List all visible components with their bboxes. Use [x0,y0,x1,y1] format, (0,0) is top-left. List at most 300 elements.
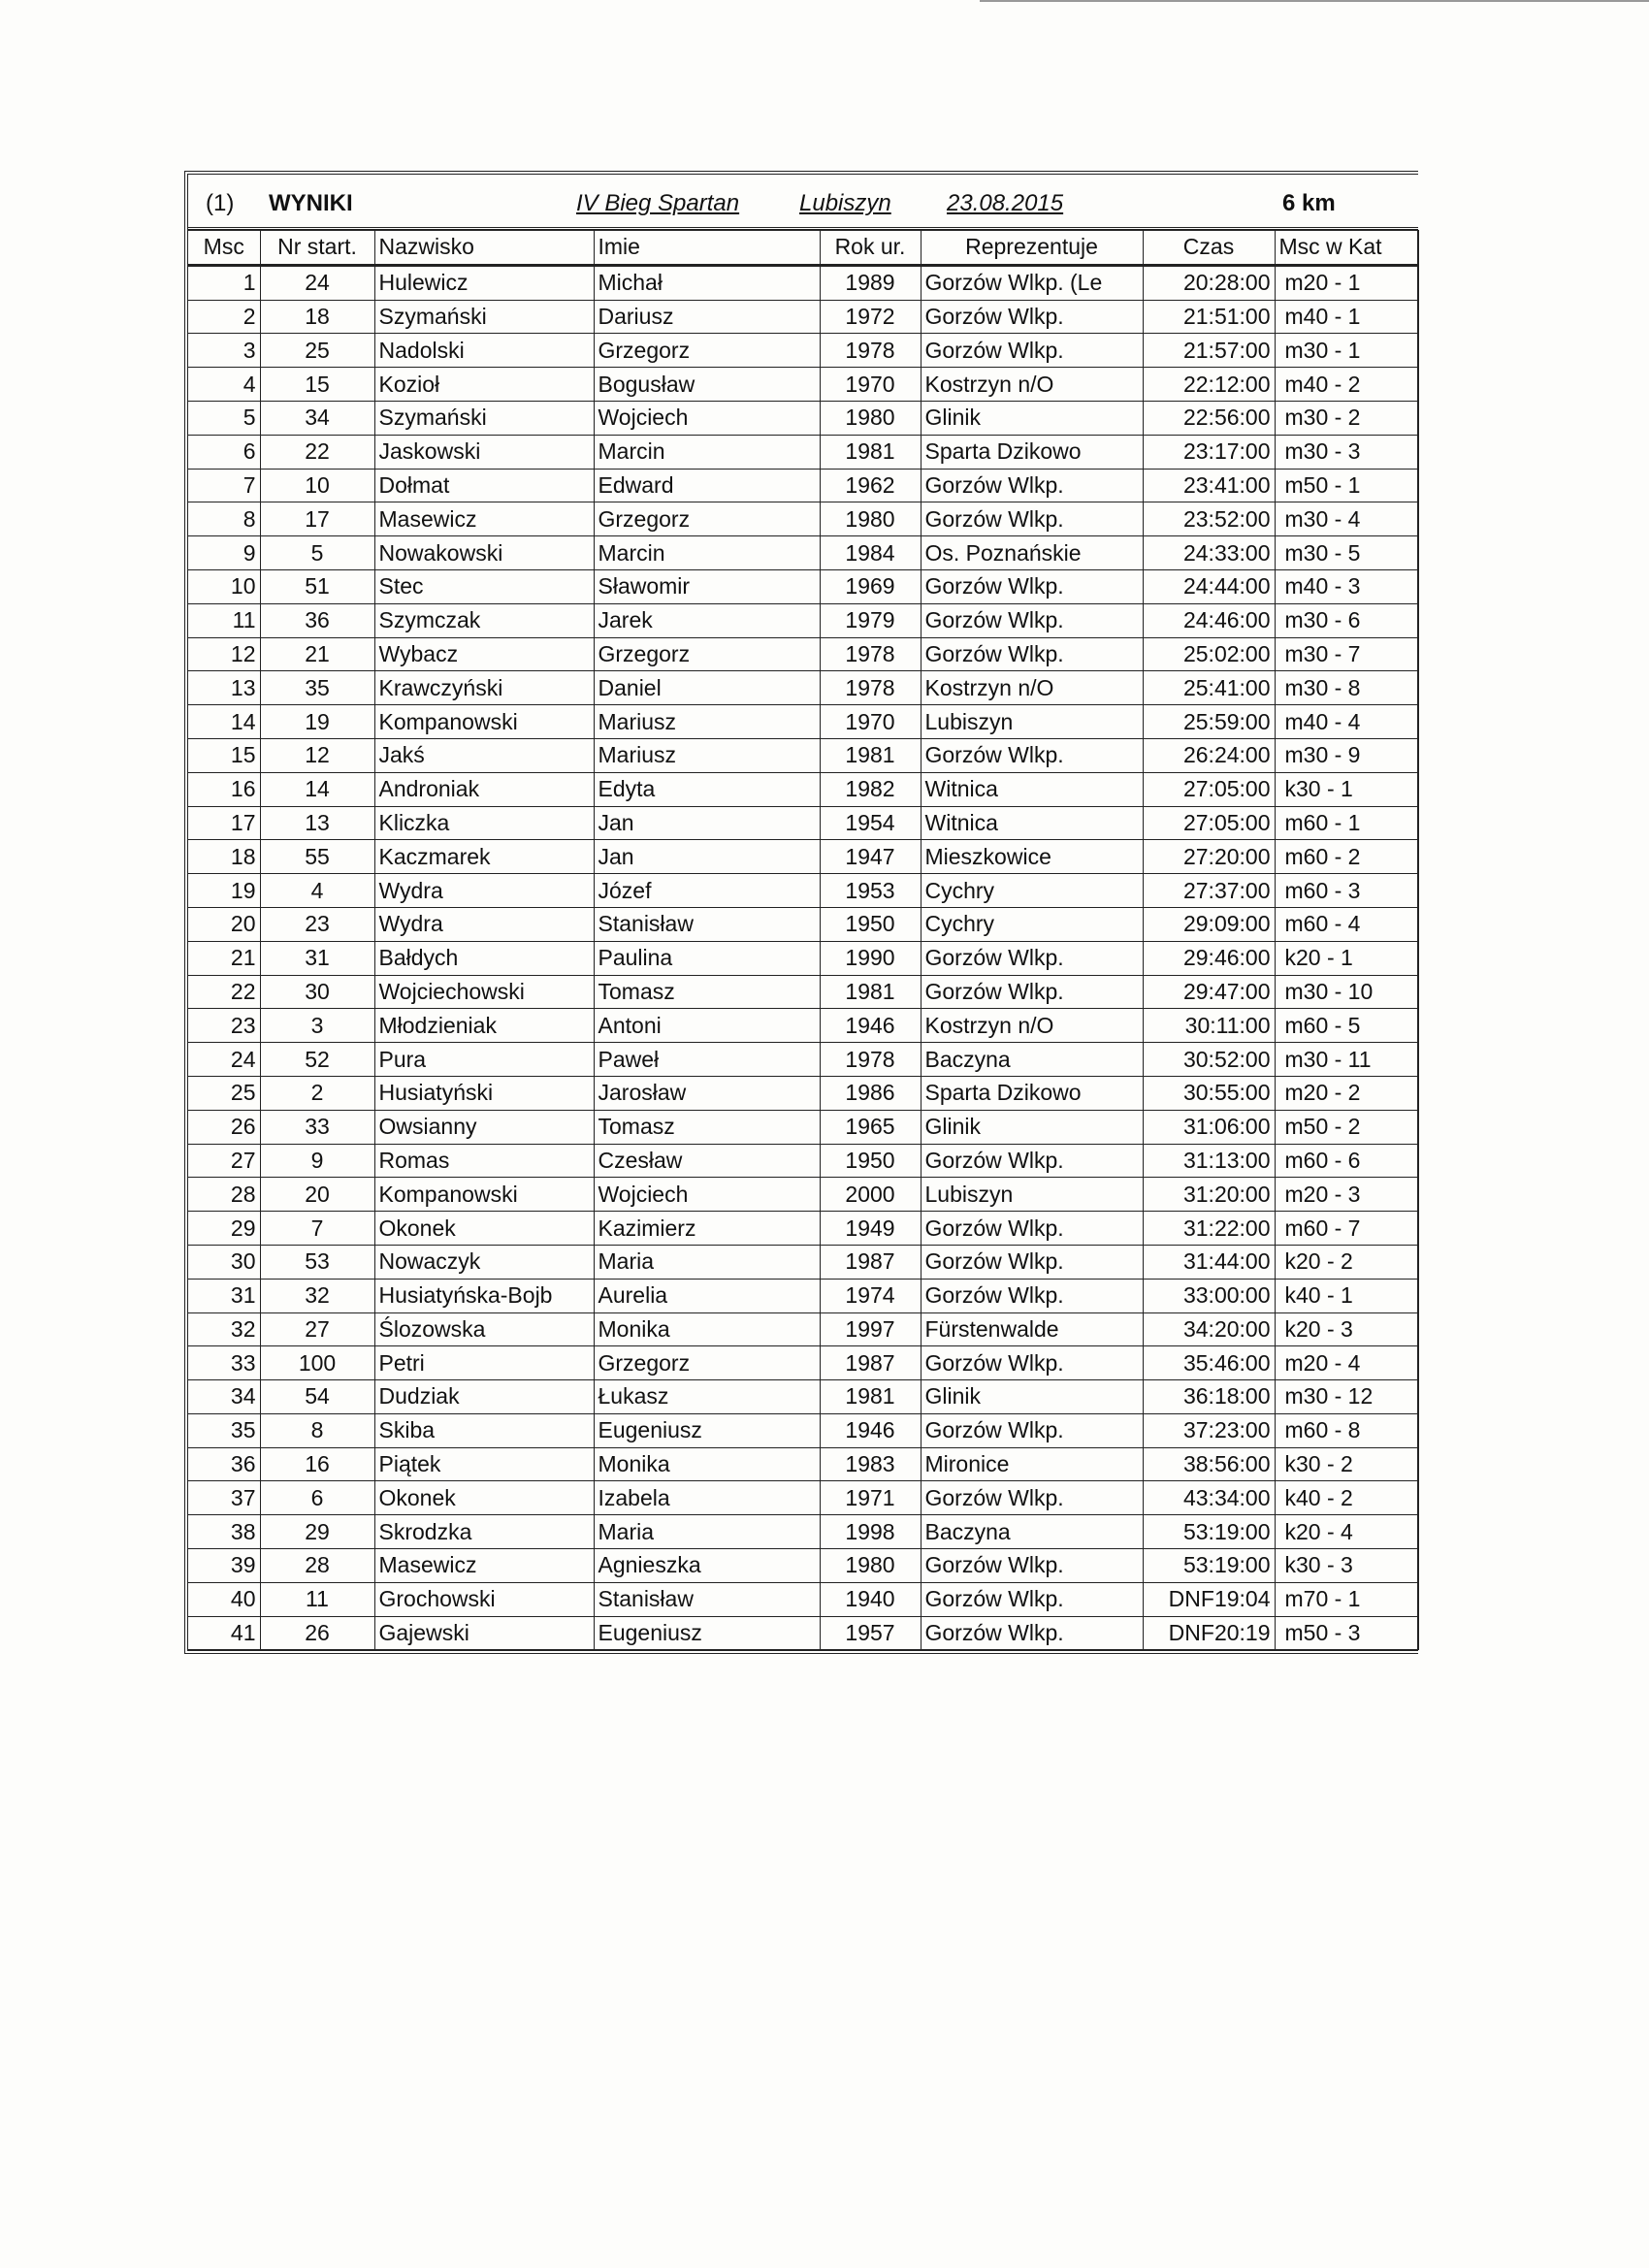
cell-nazwisko: Jaskowski [374,435,594,469]
results-header [188,175,1418,230]
cell-imie: Tomasz [594,1110,820,1144]
cell-rok-ur: 1983 [820,1447,921,1481]
cell-msc-w-kat: m40 - 4 [1275,705,1418,739]
cell-rok-ur: 1998 [820,1515,921,1549]
cell-nazwisko: Szymański [374,300,594,334]
cell-msc-w-kat: m20 - 2 [1275,1076,1418,1110]
cell-msc-w-kat: m60 - 5 [1275,1009,1418,1043]
table-row [188,435,1418,469]
cell-czas: 25:41:00 [1143,671,1275,705]
table-row [188,1582,1418,1616]
cell-nr-start: 34 [260,401,374,435]
cell-reprezentuje: Gorzów Wlkp. [921,1582,1143,1616]
event-distance: 6 km [1282,190,1336,216]
cell-nr-start: 7 [260,1212,374,1246]
cell-msc: 38 [188,1515,260,1549]
cell-nazwisko: Pura [374,1043,594,1077]
cell-rok-ur: 1978 [820,671,921,705]
cell-reprezentuje: Sparta Dzikowo [921,1076,1143,1110]
cell-reprezentuje: Witnica [921,772,1143,806]
cell-reprezentuje: Gorzów Wlkp. [921,1346,1143,1380]
cell-imie: Grzegorz [594,334,820,368]
cell-msc: 41 [188,1616,260,1650]
cell-msc-w-kat: m50 - 2 [1275,1110,1418,1144]
cell-nazwisko: Szymczak [374,603,594,637]
cell-czas: 25:02:00 [1143,637,1275,671]
cell-imie: Mariusz [594,705,820,739]
cell-imie: Izabela [594,1481,820,1515]
cell-rok-ur: 1949 [820,1212,921,1246]
cell-reprezentuje: Lubiszyn [921,705,1143,739]
cell-msc-w-kat: m30 - 9 [1275,738,1418,772]
cell-nr-start: 32 [260,1279,374,1312]
cell-rok-ur: 1972 [820,300,921,334]
cell-msc-w-kat: m60 - 1 [1275,806,1418,840]
cell-reprezentuje: Kostrzyn n/O [921,368,1143,402]
cell-czas: 27:37:00 [1143,874,1275,908]
cell-msc: 29 [188,1212,260,1246]
cell-imie: Aurelia [594,1279,820,1312]
cell-nazwisko: Husiatyńska-Bojb [374,1279,594,1312]
cell-reprezentuje: Gorzów Wlkp. [921,300,1143,334]
cell-msc: 20 [188,907,260,941]
cell-nazwisko: Ślozowska [374,1312,594,1346]
cell-czas: 31:06:00 [1143,1110,1275,1144]
cell-czas: 23:17:00 [1143,435,1275,469]
cell-nr-start: 53 [260,1245,374,1279]
cell-msc: 6 [188,435,260,469]
cell-czas: 35:46:00 [1143,1346,1275,1380]
table-row [188,772,1418,806]
cell-msc-w-kat: m30 - 12 [1275,1380,1418,1414]
cell-rok-ur: 1970 [820,368,921,402]
cell-nazwisko: Nowakowski [374,536,594,570]
cell-rok-ur: 1986 [820,1076,921,1110]
cell-rok-ur: 1969 [820,569,921,603]
table-row [188,941,1418,975]
cell-czas: 20:28:00 [1143,265,1275,300]
cell-czas: 31:22:00 [1143,1212,1275,1246]
cell-nazwisko: Szymański [374,401,594,435]
cell-rok-ur: 1950 [820,1144,921,1178]
results-body [188,265,1418,1650]
cell-nazwisko: Kozioł [374,368,594,402]
cell-nazwisko: Kompanowski [374,705,594,739]
table-row [188,1110,1418,1144]
cell-nr-start: 9 [260,1144,374,1178]
cell-imie: Paweł [594,1043,820,1077]
cell-nazwisko: Nowaczyk [374,1245,594,1279]
cell-czas: 29:47:00 [1143,975,1275,1009]
cell-reprezentuje: Gorzów Wlkp. (Le [921,265,1143,300]
cell-msc: 11 [188,603,260,637]
cell-reprezentuje: Glinik [921,1110,1143,1144]
cell-nr-start: 10 [260,469,374,502]
cell-nr-start: 28 [260,1549,374,1583]
cell-rok-ur: 1981 [820,738,921,772]
cell-czas: 25:59:00 [1143,705,1275,739]
cell-msc: 32 [188,1312,260,1346]
cell-msc: 34 [188,1380,260,1414]
cell-nr-start: 26 [260,1616,374,1650]
cell-msc: 30 [188,1245,260,1279]
cell-czas: 29:46:00 [1143,941,1275,975]
cell-msc: 4 [188,368,260,402]
cell-imie: Grzegorz [594,1346,820,1380]
cell-czas: DNF20:19 [1143,1616,1275,1650]
table-row [188,874,1418,908]
cell-reprezentuje: Gorzów Wlkp. [921,502,1143,536]
cell-msc: 7 [188,469,260,502]
cell-imie: Czesław [594,1144,820,1178]
cell-msc: 17 [188,806,260,840]
table-row [188,1447,1418,1481]
cell-reprezentuje: Cychry [921,907,1143,941]
cell-msc-w-kat: m30 - 5 [1275,536,1418,570]
cell-czas: 34:20:00 [1143,1312,1275,1346]
cell-nr-start: 6 [260,1481,374,1515]
cell-msc-w-kat: m30 - 2 [1275,401,1418,435]
cell-nazwisko: Młodzieniak [374,1009,594,1043]
cell-imie: Jan [594,840,820,874]
cell-czas: 27:05:00 [1143,806,1275,840]
cell-reprezentuje: Sparta Dzikowo [921,435,1143,469]
cell-imie: Stanisław [594,1582,820,1616]
table-row [188,1346,1418,1380]
sheet-number: (1) [206,190,235,216]
cell-nr-start: 5 [260,536,374,570]
cell-nr-start: 36 [260,603,374,637]
cell-nazwisko: Skiba [374,1413,594,1447]
cell-imie: Maria [594,1515,820,1549]
cell-rok-ur: 1980 [820,1549,921,1583]
cell-nazwisko: Gajewski [374,1616,594,1650]
table-row [188,1144,1418,1178]
cell-nr-start: 4 [260,874,374,908]
cell-msc: 28 [188,1178,260,1212]
cell-rok-ur: 1946 [820,1413,921,1447]
cell-rok-ur: 1978 [820,1043,921,1077]
cell-imie: Marcin [594,435,820,469]
cell-msc-w-kat: m30 - 10 [1275,975,1418,1009]
cell-nr-start: 29 [260,1515,374,1549]
cell-msc-w-kat: m60 - 3 [1275,874,1418,908]
cell-msc: 15 [188,738,260,772]
cell-imie: Paulina [594,941,820,975]
cell-nr-start: 35 [260,671,374,705]
cell-czas: 26:24:00 [1143,738,1275,772]
cell-rok-ur: 1978 [820,334,921,368]
cell-nazwisko: Masewicz [374,1549,594,1583]
cell-nr-start: 21 [260,637,374,671]
table-row [188,1616,1418,1650]
cell-reprezentuje: Baczyna [921,1515,1143,1549]
cell-czas: 43:34:00 [1143,1481,1275,1515]
cell-msc: 1 [188,265,260,300]
cell-czas: 53:19:00 [1143,1549,1275,1583]
cell-msc: 27 [188,1144,260,1178]
cell-rok-ur: 1947 [820,840,921,874]
cell-msc-w-kat: m20 - 4 [1275,1346,1418,1380]
cell-czas: 27:05:00 [1143,772,1275,806]
cell-msc: 35 [188,1413,260,1447]
table-row [188,1481,1418,1515]
cell-imie: Jarosław [594,1076,820,1110]
cell-reprezentuje: Mieszkowice [921,840,1143,874]
cell-reprezentuje: Gorzów Wlkp. [921,569,1143,603]
cell-czas: 33:00:00 [1143,1279,1275,1312]
scan-edge-line [980,0,1649,2]
cell-rok-ur: 1981 [820,435,921,469]
cell-msc: 19 [188,874,260,908]
table-row [188,671,1418,705]
cell-msc-w-kat: k40 - 1 [1275,1279,1418,1312]
cell-imie: Michał [594,265,820,300]
cell-nazwisko: Okonek [374,1212,594,1246]
cell-nr-start: 27 [260,1312,374,1346]
cell-msc: 16 [188,772,260,806]
cell-nr-start: 11 [260,1582,374,1616]
table-row [188,1076,1418,1110]
cell-msc-w-kat: k30 - 2 [1275,1447,1418,1481]
cell-czas: 29:09:00 [1143,907,1275,941]
table-row [188,1312,1418,1346]
page-title: WYNIKI [269,190,353,216]
col-header-czas: Czas [1143,231,1275,266]
cell-nr-start: 15 [260,368,374,402]
cell-rok-ur: 1965 [820,1110,921,1144]
cell-reprezentuje: Witnica [921,806,1143,840]
cell-msc-w-kat: m30 - 11 [1275,1043,1418,1077]
cell-rok-ur: 1997 [820,1312,921,1346]
cell-msc-w-kat: m40 - 3 [1275,569,1418,603]
cell-msc: 5 [188,401,260,435]
cell-nr-start: 3 [260,1009,374,1043]
table-row [188,1043,1418,1077]
cell-msc: 13 [188,671,260,705]
cell-msc: 25 [188,1076,260,1110]
cell-nazwisko: Bałdych [374,941,594,975]
cell-msc-w-kat: m50 - 3 [1275,1616,1418,1650]
cell-imie: Agnieszka [594,1549,820,1583]
cell-nazwisko: Skrodzka [374,1515,594,1549]
cell-reprezentuje: Gorzów Wlkp. [921,1279,1143,1312]
cell-czas: 31:13:00 [1143,1144,1275,1178]
table-row [188,1515,1418,1549]
table-row [188,1178,1418,1212]
cell-msc: 36 [188,1447,260,1481]
cell-msc: 10 [188,569,260,603]
table-row [188,907,1418,941]
cell-imie: Jarek [594,603,820,637]
cell-nr-start: 31 [260,941,374,975]
cell-reprezentuje: Gorzów Wlkp. [921,1481,1143,1515]
table-row [188,1212,1418,1246]
cell-rok-ur: 1978 [820,637,921,671]
cell-rok-ur: 1989 [820,265,921,300]
cell-rok-ur: 1990 [820,941,921,975]
cell-nazwisko: Husiatyński [374,1076,594,1110]
cell-rok-ur: 1980 [820,502,921,536]
cell-reprezentuje: Fürstenwalde [921,1312,1143,1346]
cell-reprezentuje: Gorzów Wlkp. [921,1413,1143,1447]
cell-imie: Antoni [594,1009,820,1043]
cell-imie: Edward [594,469,820,502]
cell-rok-ur: 1953 [820,874,921,908]
cell-msc-w-kat: m30 - 1 [1275,334,1418,368]
cell-imie: Grzegorz [594,637,820,671]
table-row [188,705,1418,739]
cell-msc-w-kat: m40 - 1 [1275,300,1418,334]
cell-reprezentuje: Cychry [921,874,1143,908]
cell-msc: 9 [188,536,260,570]
cell-nr-start: 16 [260,1447,374,1481]
cell-nazwisko: Kompanowski [374,1178,594,1212]
cell-imie: Wojciech [594,1178,820,1212]
cell-msc-w-kat: m30 - 3 [1275,435,1418,469]
cell-nazwisko: Romas [374,1144,594,1178]
cell-msc-w-kat: k30 - 3 [1275,1549,1418,1583]
cell-nr-start: 20 [260,1178,374,1212]
cell-nr-start: 52 [260,1043,374,1077]
cell-czas: 53:19:00 [1143,1515,1275,1549]
cell-rok-ur: 1974 [820,1279,921,1312]
cell-imie: Eugeniusz [594,1616,820,1650]
cell-nazwisko: Jakś [374,738,594,772]
cell-msc: 14 [188,705,260,739]
cell-nr-start: 55 [260,840,374,874]
cell-imie: Sławomir [594,569,820,603]
cell-nazwisko: Grochowski [374,1582,594,1616]
col-header-msc: Msc [188,231,260,266]
cell-reprezentuje: Gorzów Wlkp. [921,1144,1143,1178]
cell-msc-w-kat: m30 - 6 [1275,603,1418,637]
cell-msc-w-kat: m60 - 8 [1275,1413,1418,1447]
cell-reprezentuje: Mironice [921,1447,1143,1481]
cell-nazwisko: Kaczmarek [374,840,594,874]
cell-nr-start: 13 [260,806,374,840]
cell-rok-ur: 1950 [820,907,921,941]
table-row [188,368,1418,402]
cell-nr-start: 23 [260,907,374,941]
cell-nazwisko: Hulewicz [374,265,594,300]
cell-msc: 24 [188,1043,260,1077]
cell-reprezentuje: Kostrzyn n/O [921,671,1143,705]
table-row [188,569,1418,603]
cell-imie: Edyta [594,772,820,806]
cell-imie: Łukasz [594,1380,820,1414]
table-row [188,300,1418,334]
cell-nr-start: 30 [260,975,374,1009]
table-row [188,603,1418,637]
cell-msc-w-kat: m60 - 4 [1275,907,1418,941]
cell-nazwisko: Piątek [374,1447,594,1481]
table-header-row [188,231,1418,266]
cell-reprezentuje: Gorzów Wlkp. [921,603,1143,637]
cell-msc: 40 [188,1582,260,1616]
col-header-imie: Imie [594,231,820,266]
cell-msc-w-kat: m60 - 7 [1275,1212,1418,1246]
event-date: 23.08.2015 [947,190,1064,216]
cell-msc-w-kat: m20 - 1 [1275,265,1418,300]
cell-czas: 24:46:00 [1143,603,1275,637]
table-row [188,1380,1418,1414]
cell-czas: 22:12:00 [1143,368,1275,402]
cell-czas: 37:23:00 [1143,1413,1275,1447]
cell-nr-start: 8 [260,1413,374,1447]
table-row [188,334,1418,368]
cell-reprezentuje: Gorzów Wlkp. [921,1616,1143,1650]
cell-msc-w-kat: m50 - 1 [1275,469,1418,502]
cell-imie: Dariusz [594,300,820,334]
cell-nazwisko: Kliczka [374,806,594,840]
cell-imie: Eugeniusz [594,1413,820,1447]
cell-reprezentuje: Gorzów Wlkp. [921,1245,1143,1279]
results-sheet [184,171,1418,1654]
cell-msc: 18 [188,840,260,874]
cell-nazwisko: Stec [374,569,594,603]
table-row [188,1009,1418,1043]
table-row [188,1245,1418,1279]
table-row [188,637,1418,671]
cell-msc-w-kat: m60 - 6 [1275,1144,1418,1178]
cell-rok-ur: 1981 [820,975,921,1009]
col-header-rok-ur: Rok ur. [820,231,921,266]
cell-imie: Wojciech [594,401,820,435]
cell-reprezentuje: Gorzów Wlkp. [921,941,1143,975]
cell-reprezentuje: Os. Poznańskie [921,536,1143,570]
cell-nazwisko: Wydra [374,874,594,908]
cell-imie: Mariusz [594,738,820,772]
cell-czas: 24:33:00 [1143,536,1275,570]
table-row [188,975,1418,1009]
cell-rok-ur: 1981 [820,1380,921,1414]
table-row [188,502,1418,536]
cell-msc: 37 [188,1481,260,1515]
cell-msc-w-kat: m30 - 8 [1275,671,1418,705]
cell-nr-start: 25 [260,334,374,368]
cell-czas: 31:20:00 [1143,1178,1275,1212]
table-row [188,840,1418,874]
cell-reprezentuje: Lubiszyn [921,1178,1143,1212]
table-row [188,401,1418,435]
cell-reprezentuje: Gorzów Wlkp. [921,1549,1143,1583]
cell-imie: Grzegorz [594,502,820,536]
cell-imie: Jan [594,806,820,840]
table-row [188,806,1418,840]
cell-czas: 30:55:00 [1143,1076,1275,1110]
cell-rok-ur: 1957 [820,1616,921,1650]
cell-czas: 30:11:00 [1143,1009,1275,1043]
cell-nr-start: 19 [260,705,374,739]
cell-czas: 22:56:00 [1143,401,1275,435]
col-header-reprezentuje: Reprezentuje [921,231,1143,266]
cell-reprezentuje: Gorzów Wlkp. [921,334,1143,368]
cell-imie: Monika [594,1312,820,1346]
cell-czas: 23:52:00 [1143,502,1275,536]
cell-reprezentuje: Glinik [921,1380,1143,1414]
cell-msc: 21 [188,941,260,975]
cell-msc: 33 [188,1346,260,1380]
cell-reprezentuje: Gorzów Wlkp. [921,975,1143,1009]
cell-msc: 3 [188,334,260,368]
cell-czas: 31:44:00 [1143,1245,1275,1279]
cell-czas: 24:44:00 [1143,569,1275,603]
cell-rok-ur: 1987 [820,1346,921,1380]
cell-msc: 23 [188,1009,260,1043]
cell-nr-start: 24 [260,265,374,300]
table-row [188,536,1418,570]
